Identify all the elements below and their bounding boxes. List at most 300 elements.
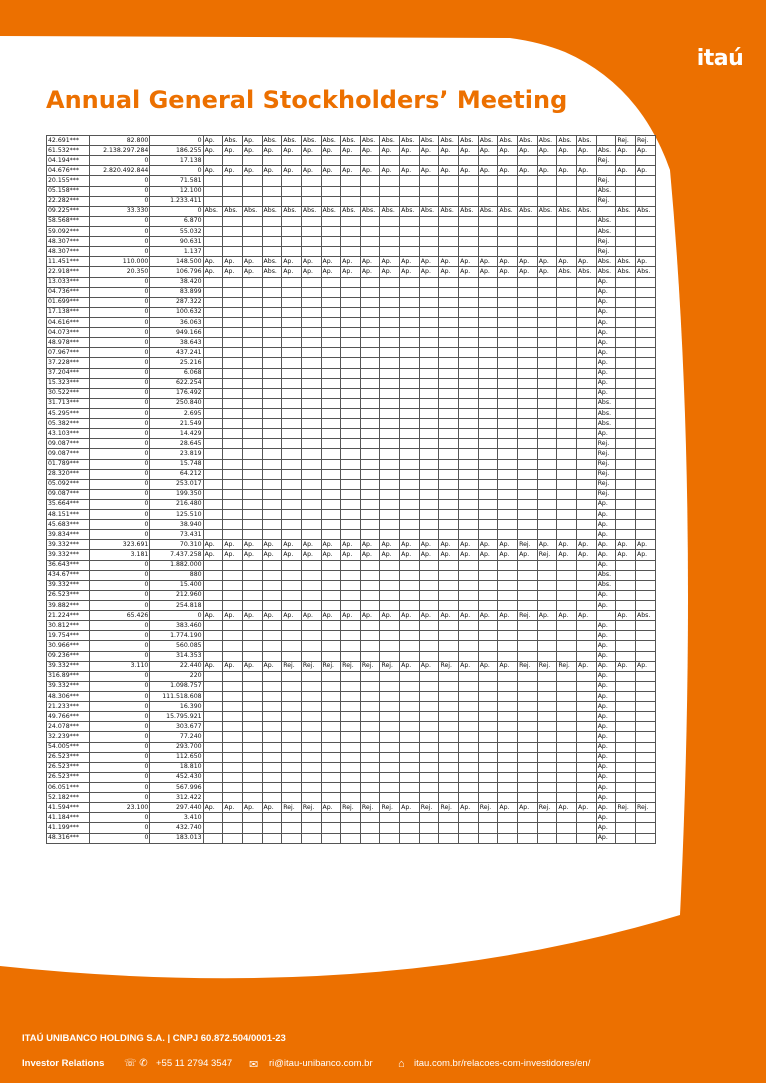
vote-cell: Ap. [557, 146, 577, 156]
table-row [47, 136, 656, 146]
vote-cell [577, 449, 597, 459]
vote-cell [223, 378, 243, 388]
vote-cell [557, 712, 577, 722]
vote-cell [636, 510, 656, 520]
vote-cell [341, 419, 361, 429]
vote-cell [282, 439, 302, 449]
stockholder-id-cell: 05.158*** [47, 186, 90, 196]
vote-cell [498, 297, 518, 307]
vote-cell: Ap. [596, 722, 616, 732]
vote-cell [478, 520, 498, 530]
vote-cell [301, 793, 321, 803]
vote-cell [478, 702, 498, 712]
vote-cell [203, 307, 223, 317]
vote-cell: Abs. [636, 206, 656, 216]
vote-cell: Ap. [341, 166, 361, 176]
share-count-cell: 0 [90, 530, 150, 540]
vote-cell [577, 237, 597, 247]
vote-cell [242, 530, 262, 540]
vote-cell [321, 216, 341, 226]
vote-cell: Ap. [203, 166, 223, 176]
vote-cell [459, 439, 479, 449]
vote-cell [537, 742, 557, 752]
vote-cell [301, 358, 321, 368]
vote-cell [636, 722, 656, 732]
vote-cell [203, 530, 223, 540]
vote-cell: Ap. [400, 803, 420, 813]
vote-cell [321, 317, 341, 327]
vote-cell [557, 419, 577, 429]
vote-cell [616, 297, 636, 307]
vote-cell: Abs. [262, 257, 282, 267]
vote-cell [419, 742, 439, 752]
vote-cell [242, 833, 262, 843]
vote-cell [321, 489, 341, 499]
vote-cell [242, 469, 262, 479]
vote-cell [282, 459, 302, 469]
vote-cell [262, 722, 282, 732]
vote-cell [341, 570, 361, 580]
vote-cell [341, 783, 361, 793]
vote-cell [518, 692, 538, 702]
vote-cell [439, 489, 459, 499]
vote-cell [419, 499, 439, 509]
vote-cell [203, 772, 223, 782]
vote-cell [478, 722, 498, 732]
vote-cell [262, 823, 282, 833]
vote-cell [242, 510, 262, 520]
vote-cell [380, 590, 400, 600]
share-count-cell: 0 [90, 621, 150, 631]
vote-cell [498, 429, 518, 439]
vote-cell: Ap. [459, 550, 479, 560]
stockholder-id-cell: 58.568*** [47, 216, 90, 226]
vote-cell [223, 479, 243, 489]
vote-cell [498, 570, 518, 580]
vote-cell [439, 823, 459, 833]
vote-cell [459, 580, 479, 590]
stockholder-id-cell: 06.051*** [47, 783, 90, 793]
vote-cell [518, 833, 538, 843]
vote-cell [321, 742, 341, 752]
vote-cell [400, 469, 420, 479]
vote-cell [360, 237, 380, 247]
vote-cell: Ap. [557, 803, 577, 813]
vote-cell: Rej. [616, 803, 636, 813]
share-count-cell: 148.500 [150, 257, 203, 267]
vote-cell [459, 510, 479, 520]
vote-cell [498, 398, 518, 408]
vote-cell: Rej. [636, 803, 656, 813]
vote-cell [596, 166, 616, 176]
vote-cell [360, 247, 380, 257]
vote-cell: Ap. [577, 257, 597, 267]
vote-cell [360, 186, 380, 196]
stockholder-id-cell: 19.754*** [47, 631, 90, 641]
vote-cell [636, 833, 656, 843]
vote-cell [203, 247, 223, 257]
vote-cell [282, 176, 302, 186]
vote-cell [459, 833, 479, 843]
vote-cell: Abs. [478, 206, 498, 216]
vote-cell [341, 247, 361, 257]
vote-cell: Ap. [301, 166, 321, 176]
vote-cell: Ap. [498, 166, 518, 176]
vote-cell: Abs. [203, 206, 223, 216]
vote-cell [360, 328, 380, 338]
vote-cell [537, 338, 557, 348]
vote-cell [380, 702, 400, 712]
vote-cell: Ap. [321, 267, 341, 277]
vote-cell [419, 226, 439, 236]
vote-cell [242, 489, 262, 499]
vote-cell [360, 722, 380, 732]
vote-cell [262, 307, 282, 317]
stockholder-id-cell: 41.184*** [47, 813, 90, 823]
vote-cell [262, 631, 282, 641]
vote-cell [400, 499, 420, 509]
vote-cell [518, 176, 538, 186]
vote-cell: Ap. [301, 267, 321, 277]
vote-cell: Ap. [478, 540, 498, 550]
stockholder-id-cell: 11.451*** [47, 257, 90, 267]
vote-cell [321, 338, 341, 348]
vote-cell [321, 429, 341, 439]
vote-cell [636, 560, 656, 570]
vote-cell [203, 510, 223, 520]
vote-cell: Ap. [282, 550, 302, 560]
vote-cell: Ap. [360, 257, 380, 267]
vote-cell [478, 560, 498, 570]
vote-cell: Abs. [518, 136, 538, 146]
table-row [47, 671, 656, 681]
vote-cell [577, 560, 597, 570]
vote-cell [301, 752, 321, 762]
vote-cell [537, 671, 557, 681]
vote-cell [459, 641, 479, 651]
vote-cell [223, 287, 243, 297]
vote-cell [380, 712, 400, 722]
vote-cell [380, 681, 400, 691]
vote-cell [616, 378, 636, 388]
vote-cell: Ap. [557, 166, 577, 176]
vote-cell: Ap. [596, 742, 616, 752]
vote-cell: Ap. [557, 550, 577, 560]
vote-cell [537, 641, 557, 651]
vote-cell [262, 226, 282, 236]
vote-cell [498, 277, 518, 287]
vote-cell [537, 449, 557, 459]
vote-cell: Abs. [242, 206, 262, 216]
vote-cell [478, 651, 498, 661]
vote-cell [518, 368, 538, 378]
vote-cell: Rej. [596, 439, 616, 449]
vote-cell [537, 297, 557, 307]
vote-cell: Ap. [282, 267, 302, 277]
share-count-cell: 250.840 [150, 398, 203, 408]
table-row [47, 692, 656, 702]
vote-cell [321, 692, 341, 702]
vote-cell [242, 580, 262, 590]
vote-cell [537, 793, 557, 803]
vote-cell [577, 277, 597, 287]
vote-cell [478, 328, 498, 338]
vote-cell [203, 520, 223, 530]
vote-cell [203, 328, 223, 338]
vote-cell [636, 702, 656, 712]
share-count-cell: 0 [90, 510, 150, 520]
table-row [47, 520, 656, 530]
vote-cell [577, 439, 597, 449]
vote-cell [557, 590, 577, 600]
vote-cell [439, 186, 459, 196]
vote-cell [518, 762, 538, 772]
vote-cell [242, 439, 262, 449]
stockholder-id-cell: 30.812*** [47, 621, 90, 631]
vote-cell [636, 237, 656, 247]
share-count-cell: 0 [90, 742, 150, 752]
vote-cell [439, 439, 459, 449]
vote-cell [478, 732, 498, 742]
vote-cell [636, 641, 656, 651]
vote-cell [282, 712, 302, 722]
share-count-cell: 0 [90, 358, 150, 368]
vote-cell [380, 317, 400, 327]
vote-cell [203, 358, 223, 368]
vote-cell [636, 176, 656, 186]
vote-cell: Ap. [439, 166, 459, 176]
vote-cell [242, 762, 262, 772]
vote-cell [262, 176, 282, 186]
vote-cell [537, 358, 557, 368]
vote-cell [321, 752, 341, 762]
share-count-cell: 0 [90, 216, 150, 226]
vote-cell: Ap. [360, 146, 380, 156]
vote-cell [282, 358, 302, 368]
vote-cell [419, 520, 439, 530]
share-count-cell: 567.996 [150, 783, 203, 793]
vote-cell [203, 479, 223, 489]
vote-cell [557, 732, 577, 742]
vote-cell [419, 631, 439, 641]
vote-cell [400, 156, 420, 166]
vote-cell [301, 277, 321, 287]
footer-email[interactable]: ri@itau-unibanco.com.br [269, 1058, 373, 1069]
stockholder-id-cell: 26.523*** [47, 762, 90, 772]
vote-cell: Ap. [419, 540, 439, 550]
vote-cell: Ap. [498, 267, 518, 277]
vote-cell [616, 156, 636, 166]
vote-cell [636, 813, 656, 823]
vote-cell: Ap. [321, 540, 341, 550]
vote-cell [223, 823, 243, 833]
vote-cell [616, 459, 636, 469]
vote-cell [596, 611, 616, 621]
vote-cell [577, 156, 597, 166]
vote-cell [203, 186, 223, 196]
vote-cell [537, 580, 557, 590]
vote-cell [636, 449, 656, 459]
vote-cell: Abs. [557, 136, 577, 146]
vote-cell: Ap. [321, 611, 341, 621]
page-title: Annual General Stockholders’ Meeting [46, 86, 568, 114]
vote-cell [223, 368, 243, 378]
share-count-cell: 15.400 [150, 580, 203, 590]
vote-cell [203, 590, 223, 600]
table-row [47, 358, 656, 368]
vote-cell [301, 429, 321, 439]
vote-cell [537, 499, 557, 509]
vote-cell [321, 560, 341, 570]
table-row [47, 328, 656, 338]
vote-cell: Ap. [498, 803, 518, 813]
vote-cell [498, 358, 518, 368]
vote-cell [321, 772, 341, 782]
vote-cell [636, 823, 656, 833]
vote-cell: Ap. [341, 550, 361, 560]
vote-cell [459, 237, 479, 247]
vote-cell [282, 530, 302, 540]
vote-cell [262, 570, 282, 580]
vote-cell [419, 378, 439, 388]
vote-cell: Ap. [459, 257, 479, 267]
vote-cell: Ap. [537, 257, 557, 267]
vote-cell [242, 317, 262, 327]
vote-cell [282, 631, 302, 641]
vote-cell [223, 621, 243, 631]
footer-phone[interactable]: +55 11 2794 3547 [156, 1058, 233, 1069]
vote-cell [223, 641, 243, 651]
vote-cell: Ap. [596, 287, 616, 297]
vote-cell [301, 580, 321, 590]
vote-cell [557, 469, 577, 479]
vote-cell: Ap. [596, 550, 616, 560]
vote-cell [537, 762, 557, 772]
footer-website[interactable]: itau.com.br/relacoes-com-investidores/en/ [414, 1058, 591, 1069]
vote-cell [360, 510, 380, 520]
vote-cell: Rej. [360, 803, 380, 813]
vote-cell [242, 216, 262, 226]
vote-cell [498, 783, 518, 793]
vote-cell [577, 823, 597, 833]
vote-cell [203, 287, 223, 297]
vote-cell [439, 358, 459, 368]
vote-cell [301, 772, 321, 782]
stockholder-id-cell: 48.307*** [47, 247, 90, 257]
vote-cell [341, 762, 361, 772]
share-count-cell: 253.017 [150, 479, 203, 489]
vote-cell: Abs. [419, 206, 439, 216]
vote-cell [557, 378, 577, 388]
vote-cell: Ap. [262, 540, 282, 550]
vote-cell [360, 388, 380, 398]
vote-cell [577, 469, 597, 479]
vote-cell [577, 358, 597, 368]
vote-cell: Ap. [400, 257, 420, 267]
stockholder-id-cell: 09.087*** [47, 449, 90, 459]
vote-cell [242, 651, 262, 661]
share-count-cell: 0 [90, 388, 150, 398]
stockholder-id-cell: 13.033*** [47, 277, 90, 287]
stockholder-id-cell: 61.532*** [47, 146, 90, 156]
vote-cell: Ap. [596, 793, 616, 803]
vote-cell [301, 317, 321, 327]
vote-cell [380, 297, 400, 307]
vote-cell: Ap. [203, 540, 223, 550]
share-count-cell: 38.420 [150, 277, 203, 287]
vote-cell [419, 601, 439, 611]
vote-cell [478, 317, 498, 327]
vote-cell [380, 752, 400, 762]
stockholder-id-cell: 434.67*** [47, 570, 90, 580]
vote-cell [223, 489, 243, 499]
vote-cell [282, 520, 302, 530]
vote-cell [577, 489, 597, 499]
vote-cell [262, 813, 282, 823]
vote-cell [380, 216, 400, 226]
vote-cell [478, 368, 498, 378]
share-count-cell: 452.430 [150, 772, 203, 782]
share-count-cell: 949.166 [150, 328, 203, 338]
vote-cell [459, 752, 479, 762]
table-row [47, 257, 656, 267]
vote-cell: Ap. [459, 166, 479, 176]
vote-cell [616, 712, 636, 722]
vote-cell [203, 398, 223, 408]
vote-cell [439, 530, 459, 540]
vote-cell [557, 216, 577, 226]
vote-cell [459, 692, 479, 702]
stockholder-id-cell: 39.332*** [47, 580, 90, 590]
vote-cell [498, 419, 518, 429]
vote-cell [282, 742, 302, 752]
vote-cell [498, 479, 518, 489]
vote-cell [341, 712, 361, 722]
share-count-cell: 0 [90, 287, 150, 297]
vote-cell [478, 580, 498, 590]
vote-cell [262, 287, 282, 297]
vote-cell [518, 247, 538, 257]
vote-cell [459, 530, 479, 540]
vote-cell: Ap. [341, 146, 361, 156]
vote-cell [360, 287, 380, 297]
vote-cell [498, 226, 518, 236]
vote-cell [459, 742, 479, 752]
vote-cell [203, 560, 223, 570]
vote-cell [616, 793, 636, 803]
vote-cell [262, 449, 282, 459]
vote-cell [203, 388, 223, 398]
vote-cell: Ap. [478, 146, 498, 156]
stockholder-id-cell: 32.239*** [47, 732, 90, 742]
vote-cell [498, 671, 518, 681]
vote-cell [301, 631, 321, 641]
vote-cell [262, 681, 282, 691]
vote-cell [400, 783, 420, 793]
vote-cell [223, 570, 243, 580]
vote-cell [557, 439, 577, 449]
stockholder-id-cell: 316.89*** [47, 671, 90, 681]
vote-cell [321, 388, 341, 398]
vote-cell [282, 317, 302, 327]
vote-cell [419, 813, 439, 823]
vote-cell [636, 752, 656, 762]
vote-cell [242, 712, 262, 722]
vote-cell [636, 590, 656, 600]
vote-cell [242, 681, 262, 691]
vote-cell: Ap. [518, 257, 538, 267]
table-row [47, 681, 656, 691]
